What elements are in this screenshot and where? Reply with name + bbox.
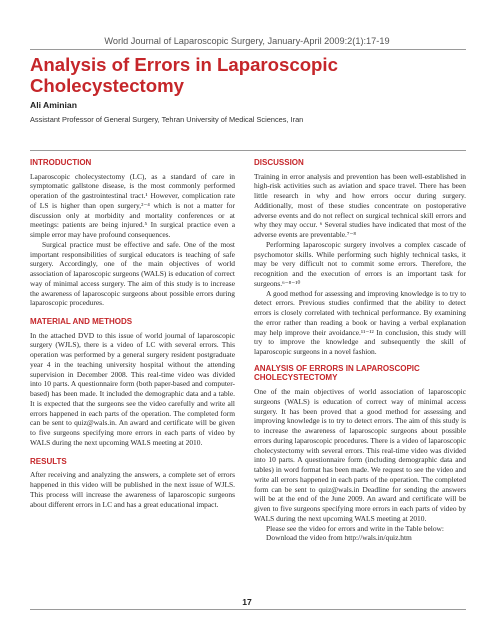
- discussion-paragraph-2: Performing laparoscopic surgery involves a complex cascade of psychomotor skills. While performing such highly technical tasks, it may be very difficult not to commit some errors. Therefore, the recognition and the execution of errors is an important task for surgeons.⁶⁻⁸⁻¹⁰: [254, 239, 466, 288]
- left-column: [30, 158, 235, 509]
- article-title: Analysis of Errors in Laparoscopic Cholecystectomy: [30, 54, 338, 96]
- author-name: Ali Aminian: [30, 100, 77, 110]
- introduction-paragraph-1: Laparoscopic cholecystectomy (LC), as a standard of care in symptomatic gallstone disease, is the most commonly performed operation of the gastrointestinal tract.¹ However, complication rate of LS is higher than open surgery,²⁻⁴ which is not a matter for discussion only at morbidity and mortality conferences or at meetings: patients are being injured.⁵ In surgical practice even a simple error may have profound consequences.: [30, 171, 235, 240]
- discussion-paragraph-3: A good method for assessing and improving knowledge is to try to detect errors. Previous studies confirmed that the ability to detect errors is closely correlated with technical performance. By examining the error rather than reading a book or having a verbal explanation may help improve their avoidance.¹¹⁻¹² In conclusion, this study will try to improve the knowledge and subsequently the skill of laparoscopic surgeons in a novel fashion.: [254, 288, 466, 357]
- methods-heading: MATERIAL AND METHODS: [30, 317, 133, 327]
- page-number: 17: [242, 597, 252, 607]
- title-rule: [30, 150, 466, 151]
- right-column: [254, 158, 466, 543]
- introduction-paragraph-2: Surgical practice must be effective and safe. One of the most important responsibilities of surgical educators is teaching of safe surgery. Accordingly, one of the main objectives of world association of laparoscopic surgeons (WALS) is education of correct way of minimal access surgery. The aim of this study is to increase the awareness of laparoscopic surgeons about possible errors during laparoscopic procedures.: [30, 239, 235, 308]
- journal-header: World Journal of Laparoscopic Surgery, January-April 2009:2(1):17-19: [104, 36, 390, 46]
- discussion-heading: DISCUSSION: [254, 158, 304, 167]
- results-paragraph: After receiving and analyzing the answers, a complete set of errors happened in this video will be published in the next issue of WJLS. This process will increase the awareness of laparoscopic surgeons about different errors in LC and has a great educational impact.: [30, 470, 235, 509]
- analysis-paragraph-1: One of the main objectives of world association of laparoscopic surgeons (WALS) is education of correct way of minimal access surgery. It has been proved that a good method for assessing and improving knowledge is to try to detect errors. The aim of this study is to increase the awareness of laparoscopic surgeons about possible errors during laparoscopic procedures. There is a video of laparoscopic cholecystectomy with several errors. This real-time video was divided into 10 parts. A questionnaire form (including demographic data and tables) in word format has been made. We request to see the video and write all errors happened in each parts of the operation. The completed form can be sent to quiz@wals.in Deadline for sending the answers will be at the end of the June 2009. An award and certificate will be given to five surgeons specifying more errors in each parts of video by WALS during the next upcoming WALS meeting at 2010.: [254, 387, 466, 523]
- introduction-heading: INTRODUCTION: [30, 158, 92, 167]
- header-rule: [30, 49, 466, 50]
- discussion-paragraph-1: Training in error analysis and prevention has been well-established in high-risk activities such as aviation and space travel. There has been little research in why and how errors occur during surgery. Additionally, most of these studies concentrate on postoperative adverse events and do not reflect on surgical technical skill errors and why they may occur. ⁶ Several studies have indicated that most of the adverse events are preventable.⁷⁻⁸: [254, 171, 466, 240]
- footer-rule: [30, 609, 466, 610]
- analysis-heading: ANALYSIS OF ERRORS IN LAPAROSCOPIC CHOLECYSTECTOMY: [254, 363, 420, 383]
- author-affiliation: Assistant Professor of General Surgery, Tehran University of Medical Sciences, Iran: [30, 115, 304, 124]
- methods-paragraph: In the attached DVD to this issue of world journal of laparoscopic surgery (WJLS), there is a video of LC with several errors. This operation was performed by a general surgery resident postgraduate year 4 in the teaching university hospital without the attending supervision in December 2008. This real-time video was divided into 10 parts. A questionnaire form (both paper-based and computer-based) has been made. It included the demographic data and a table. It is expected that the surgeons see the video carefully and write all errors happened in each parts of the operation. The completed form can be sent to quiz@wals.in. An award and certificate will be given to five surgeons specifying more errors in each parts of video by WALS during the next upcoming WALS meeting at 2010.: [30, 330, 235, 447]
- analysis-instruction: Please see the video for errors and write in the Table below:: [266, 523, 444, 533]
- download-note: Download the video from http://wals.in/quiz.htm: [266, 533, 412, 543]
- results-heading: RESULTS: [30, 456, 67, 466]
